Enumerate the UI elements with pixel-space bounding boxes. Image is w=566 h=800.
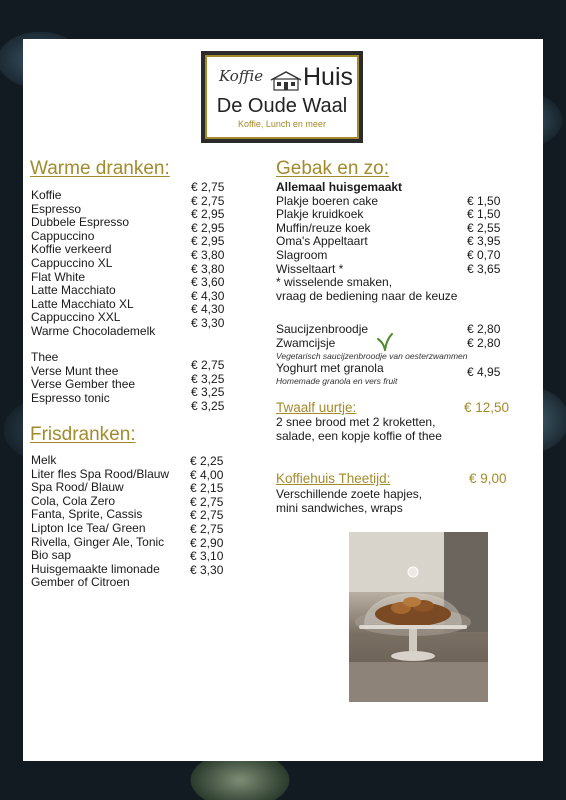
price: € 2,75 xyxy=(190,521,224,536)
gebak-subheading: Allemaal huisgemaakt xyxy=(276,180,403,194)
thee-prices xyxy=(191,359,251,413)
list-item: Flat White xyxy=(31,269,86,284)
price: € 2,95 xyxy=(191,234,225,249)
logo-huis: Huis xyxy=(303,63,354,91)
price: € 2,75 xyxy=(190,494,224,509)
list-item: Verse Munt thee xyxy=(31,363,119,378)
heading-gebak: Gebak en zo: xyxy=(276,158,390,179)
price: € 2,15 xyxy=(190,481,224,496)
price: € 2,55 xyxy=(467,220,501,235)
list-item: Cappuccino XL xyxy=(31,255,113,270)
yog-note: Homemade granola en vers fruit xyxy=(276,376,398,386)
price: € 3,25 xyxy=(191,371,225,386)
frisdranken-prices xyxy=(190,455,250,577)
list-item: Cappuccino xyxy=(31,228,95,243)
frisdranken-list xyxy=(31,454,191,590)
price: € 2,90 xyxy=(190,535,224,550)
price: € 2,75 xyxy=(190,508,224,523)
list-item: Warme Chocolademelk xyxy=(31,323,156,338)
price: € 2,75 xyxy=(191,358,225,372)
list-item: Fanta, Sprite, Cassis xyxy=(31,507,143,522)
gebak-prices xyxy=(467,195,527,277)
twaalf-title: Twaalf uurtje: xyxy=(276,400,357,415)
price: € 4,30 xyxy=(191,288,225,303)
list-item: Wisseltaart * xyxy=(276,261,344,276)
price: € 1,50 xyxy=(467,207,501,222)
logo-tagline: Koffie, Lunch en meer xyxy=(238,119,326,129)
list-item: Liter fles Spa Rood/Blauw xyxy=(31,466,170,481)
zwam-note: Vegetarisch saucijzenbroodje van oesterzwammen xyxy=(276,351,468,361)
list-item: Melk xyxy=(31,453,57,467)
price: € 2,95 xyxy=(191,207,225,222)
warme-dranken-list xyxy=(31,189,191,339)
sauc-label: Saucijzenbroodje xyxy=(276,322,369,336)
logo-script: Koffie xyxy=(219,67,264,85)
zwam-label: Zwamcijsje xyxy=(276,336,336,350)
cake-dome-photo xyxy=(349,532,488,702)
list-item: Huisgemaakte limonade xyxy=(31,561,160,576)
list-item: Gember of Citroen xyxy=(31,575,130,590)
twaalf-line-2: salade, een kopje koffie of thee xyxy=(276,428,442,443)
price: € 2,25 xyxy=(190,454,224,468)
price: € 3,30 xyxy=(191,315,225,330)
yog-label: Yoghurt met granola xyxy=(276,361,384,375)
list-item: Plakje kruidkoek xyxy=(276,207,364,222)
list-item: Cappuccino XXL xyxy=(31,310,121,325)
logo-frame xyxy=(205,55,359,139)
theetijd-desc xyxy=(276,488,422,515)
theetijd-line-1: Verschillende zoete hapjes, xyxy=(276,487,423,501)
gebak-footnote-1: * wisselende smaken, xyxy=(276,275,393,290)
list-item: Cola, Cola Zero xyxy=(31,493,116,508)
price: € 4,30 xyxy=(191,302,225,317)
price: € 3,30 xyxy=(190,562,224,577)
gebak-footnote-2: vraag de bediening naar de keuze xyxy=(276,288,458,303)
house-icon xyxy=(270,71,302,96)
list-item: Dubbele Espresso xyxy=(31,215,130,230)
list-item: Latte Macchiato xyxy=(31,283,116,298)
price: € 3,25 xyxy=(191,385,225,400)
price: € 4,00 xyxy=(190,467,224,482)
heading-frisdranken: Frisdranken: xyxy=(30,424,136,445)
logo-name: De Oude Waal xyxy=(216,95,348,117)
price: € 3,60 xyxy=(191,275,225,290)
price: € 3,25 xyxy=(191,398,225,413)
price: € 0,70 xyxy=(467,247,501,262)
price: € 3,65 xyxy=(467,261,501,276)
price: € 3,80 xyxy=(191,247,225,262)
list-item: Spa Rood/ Blauw xyxy=(31,480,124,495)
twaalf-line-1: 2 snee brood met 2 kroketten, xyxy=(276,415,436,429)
list-item: Oma's Appeltaart xyxy=(276,234,368,249)
list-item: Lipton Ice Tea/ Green xyxy=(31,520,146,535)
yog-price: € 4,95 xyxy=(467,365,501,379)
theetijd-price: € 9,00 xyxy=(469,471,507,486)
list-item: Plakje boeren cake xyxy=(276,193,379,208)
logo xyxy=(201,51,363,143)
list-item: Koffie verkeerd xyxy=(31,242,112,257)
list-item: Muffin/reuze koek xyxy=(276,220,371,235)
twaalf-desc xyxy=(276,416,442,443)
price: € 1,50 xyxy=(467,193,501,208)
list-item: Latte Macchiato XL xyxy=(31,296,134,311)
price: € 3,95 xyxy=(467,234,501,249)
warme-dranken-prices xyxy=(191,181,251,331)
list-item: Espresso xyxy=(31,201,82,216)
list-item: Koffie xyxy=(31,188,62,202)
list-item: Thee xyxy=(31,350,59,364)
twaalf-price: € 12,50 xyxy=(464,400,510,415)
theetijd-line-2: mini sandwiches, wraps xyxy=(276,500,403,515)
price: € 2,75 xyxy=(191,193,225,208)
thee-list xyxy=(31,351,191,405)
list-item: Espresso tonic xyxy=(31,390,110,405)
zwam-price: € 2,80 xyxy=(467,336,501,350)
price: € 2,75 xyxy=(191,180,225,194)
gebak-list xyxy=(276,181,466,303)
sauc-price: € 2,80 xyxy=(467,322,501,336)
list-item: Slagroom xyxy=(276,247,328,262)
theetijd-title: Koffiehuis Theetijd: xyxy=(276,471,391,486)
heading-warme-dranken: Warme dranken: xyxy=(30,158,170,179)
list-item: Rivella, Ginger Ale, Tonic xyxy=(31,534,165,549)
price: € 2,95 xyxy=(191,220,225,235)
list-item: Bio sap xyxy=(31,548,72,563)
list-item: Verse Gember thee xyxy=(31,377,136,392)
price: € 3,10 xyxy=(190,549,224,564)
price: € 3,80 xyxy=(191,261,225,276)
